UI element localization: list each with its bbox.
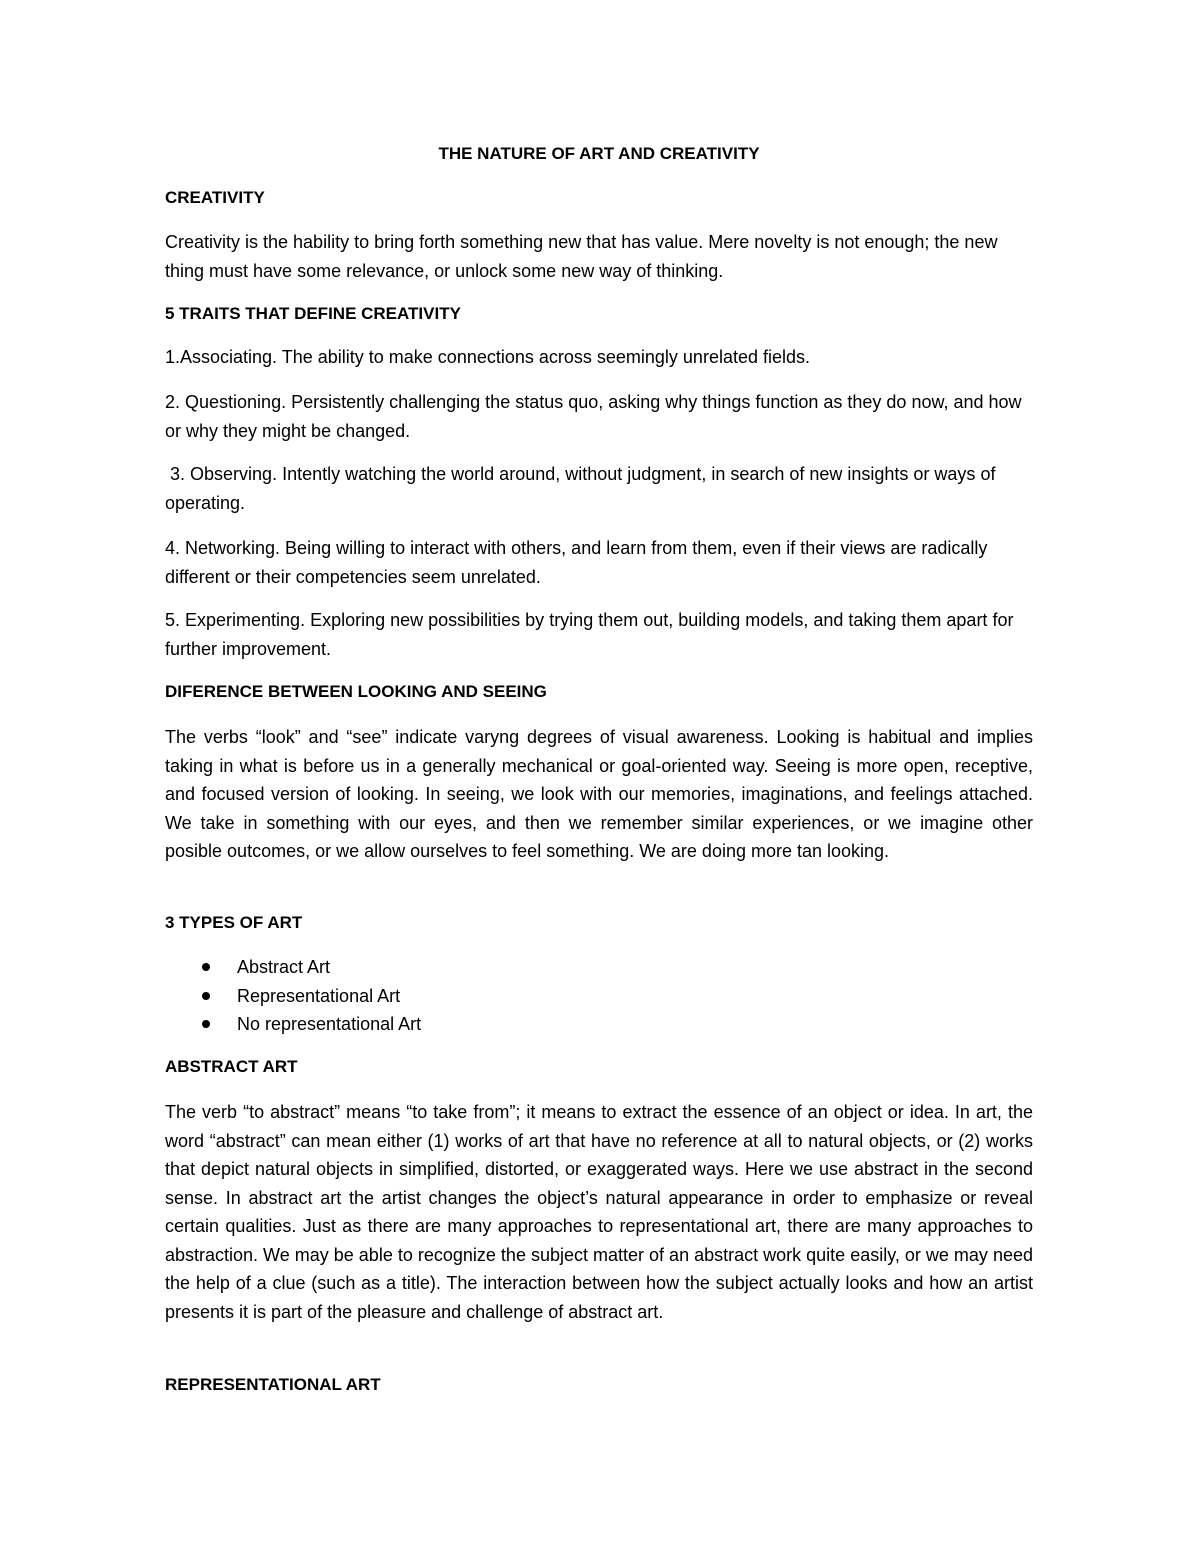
trait-item-2: 2. Questioning. Persistently challenging the status quo, asking why things function as they do now, and how or why they might be changed. <box>165 392 1022 441</box>
type-label: No representational Art <box>237 1014 422 1034</box>
type-label: Abstract Art <box>237 957 331 977</box>
types-heading: 3 TYPES OF ART <box>165 913 303 932</box>
bullet-icon <box>202 992 210 1000</box>
list-item <box>165 1010 1033 1039</box>
document-title: THE NATURE OF ART AND CREATIVITY <box>438 144 760 163</box>
list-item <box>165 953 1033 982</box>
creativity-heading: CREATIVITY <box>165 188 265 207</box>
bullet-icon <box>202 963 210 971</box>
abstract-heading: ABSTRACT ART <box>165 1057 298 1076</box>
trait-item-3: 3. Observing. Intently watching the world around, without judgment, in search of new insights or ways of operating. <box>165 464 1001 513</box>
bullet-icon <box>202 1020 210 1028</box>
traits-heading: 5 TRAITS THAT DEFINE CREATIVITY <box>165 304 461 323</box>
looking-seeing-paragraph: The verbs “look” and “see” indicate varyng degrees of visual awareness. Looking is habitual and implies taking in what is before us in a generally mechanical or goal-oriented way. Seeing is more open, receptive, and focused version of looking. In seeing, we look with our memories, imaginations, and feelings attached. We take in something with our eyes, and then we remember similar experiences, or we imagine other posible outcomes, or we allow ourselves to feel something. We are doing more tan looking. <box>165 727 1033 861</box>
list-item <box>165 982 1033 1011</box>
trait-item-4: 4. Networking. Being willing to interact with others, and learn from them, even if their views are radically different or their competencies seem unrelated. <box>165 538 988 587</box>
types-list <box>165 953 1033 1039</box>
trait-item-1: 1.Associating. The ability to make connections across seemingly unrelated fields. <box>165 347 811 367</box>
looking-seeing-heading: DIFERENCE BETWEEN LOOKING AND SEEING <box>165 682 547 701</box>
abstract-paragraph: The verb “to abstract” means “to take from”; it means to extract the essence of an object or idea. In art, the word “abstract” can mean either (1) works of art that have no reference at all to natural objects, or (2) works that depict natural objects in simplified, distorted, or exaggerated ways. Here we use abstract in the second sense. In abstract art the artist changes the object’s natural appearance in order to emphasize or reveal certain qualities. Just as there are many approaches to representational art, there are many approaches to abstraction. We may be able to recognize the subject matter of an abstract work quite easily, or we may need the help of a clue (such as a title). The interaction between how the subject actually looks and how an artist presents it is part of the pleasure and challenge of abstract art. <box>165 1102 1033 1322</box>
trait-item-5: 5. Experimenting. Exploring new possibilities by trying them out, building models, and taking them apart for further improvement. <box>165 610 1014 659</box>
representational-heading: REPRESENTATIONAL ART <box>165 1375 381 1394</box>
creativity-paragraph: Creativity is the hability to bring forth something new that has value. Mere novelty is not enough; the new thing must have some relevance, or unlock some new way of thinking. <box>165 232 998 281</box>
type-label: Representational Art <box>237 985 401 1006</box>
